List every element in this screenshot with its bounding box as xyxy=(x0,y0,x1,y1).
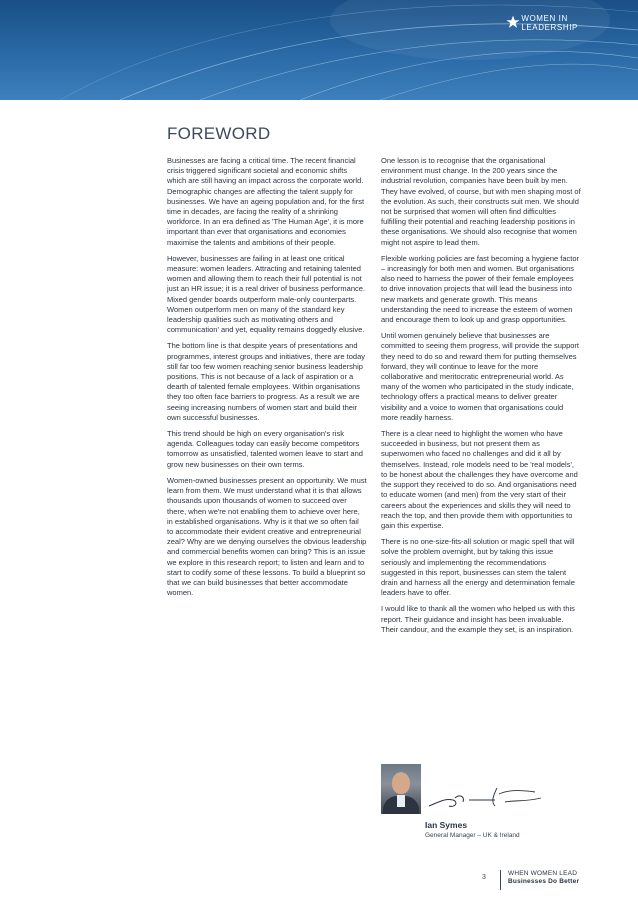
paragraph: Until women genuinely believe that businesses are committed to seeing them progress, will provide the support they need to do so and reward them for putting themselves forward, they will continue to leave for the more collaborative and meritocratic entrepreneurial world. As many of the women who participated in the study indicate, technology offers a practical means to deliver greater visibility and a voice to women that organisations could more readily harness. xyxy=(381,331,580,422)
right-column xyxy=(381,156,581,641)
page-title: FOREWORD xyxy=(167,124,271,143)
paragraph: Businesses are facing a critical time. The recent financial crisis triggered significant societal and economic shifts which are still having an impact across the corporate world. Demographic changes are affecting the talent supply for businesses. We have an ageing population and, for the first time in decades, are facing the reality of a shrinking workforce. In an era defined as 'The Human Age', it is more important than ever that organisations and economies maximise the talents and ambitions of their people. xyxy=(167,156,365,247)
paragraph: Women-owned businesses present an opportunity. We must learn from them. We must understand what it is that allows thousands upon thousands of women to succeed over there, when we're not enabling them to achieve over here, in established organisations. Why is it that we so often fail to accommodate their evident creative and entrepreneurial zeal? Why are we denying ourselves the obvious leadership and commercial benefits women can bring? This is an issue we explore in this research report; to listen and learn and to start to codify some of these lessons. To build a blueprint so that we can build businesses that better accommodate women. xyxy=(167,475,367,598)
signatory-role: General Manager – UK & Ireland xyxy=(425,832,520,839)
footer-brand xyxy=(508,870,579,886)
author-portrait xyxy=(381,764,421,814)
page-number: 3 xyxy=(482,874,486,881)
paragraph: There is no one-size-fits-all solution or magic spell that will solve the problem overnight, but by taking this issue seriously and implementing the recommendations suggested in this report, businesses can stem the talent drain and harness all the energy and determination female leaders have to offer. xyxy=(381,537,575,598)
left-column xyxy=(167,156,367,604)
brand-line-1: WOMEN IN xyxy=(521,14,568,23)
footer-brand-line-1: WHEN WOMEN LEAD xyxy=(508,870,578,877)
paragraph: Flexible working policies are fast becoming a hygiene factor – increasingly for both men and women. But organisations also need to harness the power of their female employees to drive innovation projects that will lead the business into new markets and generate growth. This means understanding the need to increase the esteem of women and encourage them to look up and grasp opportunities. xyxy=(381,253,580,325)
footer-brand-line-2: Businesses Do Better xyxy=(508,878,580,885)
header-band xyxy=(0,0,638,100)
header-brand xyxy=(521,14,578,32)
paragraph: The bottom line is that despite years of presentations and programmes, interest groups and initiatives, there are today still far too few women reaching senior business leadership positions. This is not because of a lack of aspiration or a dearth of talented female employees. Within organisations they too often face barriers to progress. As a result we are seeing increasing numbers of women start and build their own successful businesses. xyxy=(167,341,366,422)
star-icon xyxy=(506,15,520,29)
handwritten-signature xyxy=(425,780,545,814)
brand-line-2: LEADERSHIP xyxy=(521,23,578,32)
signature-block xyxy=(381,764,581,854)
paragraph: I would like to thank all the women who helped us with this report. Their guidance and insight has been invaluable. Their candour, and the example they set, is an inspiration. xyxy=(381,604,575,634)
signatory-name: Ian Symes xyxy=(425,820,468,830)
footer-divider xyxy=(500,870,501,890)
paragraph: This trend should be high on every organisation's risk agenda. Colleagues today can easily become competitors tomorrow as unsatisfied, talented women leave to start and grow new businesses on their own terms. xyxy=(167,429,363,469)
paragraph: However, businesses are failing in at least one critical measure: women leaders. Attracting and retaining talented women and allowing them to reach their full potential is not just an HR issue; it is a real driver of business performance. Mixed gender boards outperform male-only counterparts. Women outperform men on many of the standard key leadership qualities such as motivating others and communication' and yet, equality remains doggedly elusive. xyxy=(167,253,365,335)
paragraph: One lesson is to recognise that the organisational environment must change. In the 200 years since the industrial revolution, companies have been built by men. They have evolved, of course, but with men shaping most of the evolution. As such, their constructs suit men. We should not be surprised that women will often find difficulties fulfilling their potential and reaching leadership positions in these organisations. We should also recognise that women might not aspire to lead them. xyxy=(381,156,581,247)
paragraph: There is a clear need to highlight the women who have succeeded in business, but not present them as superwomen who faced no challenges and did it all by themselves. Instead, role models need to be 'real models', to be honest about the challenges they have overcome and the support they received to do so. And organisations need to educate women (and men) from the very start of their careers about the experiences and skills they will need to reach the top, and then provide them with opportunities to gain this expertise. xyxy=(381,429,578,530)
